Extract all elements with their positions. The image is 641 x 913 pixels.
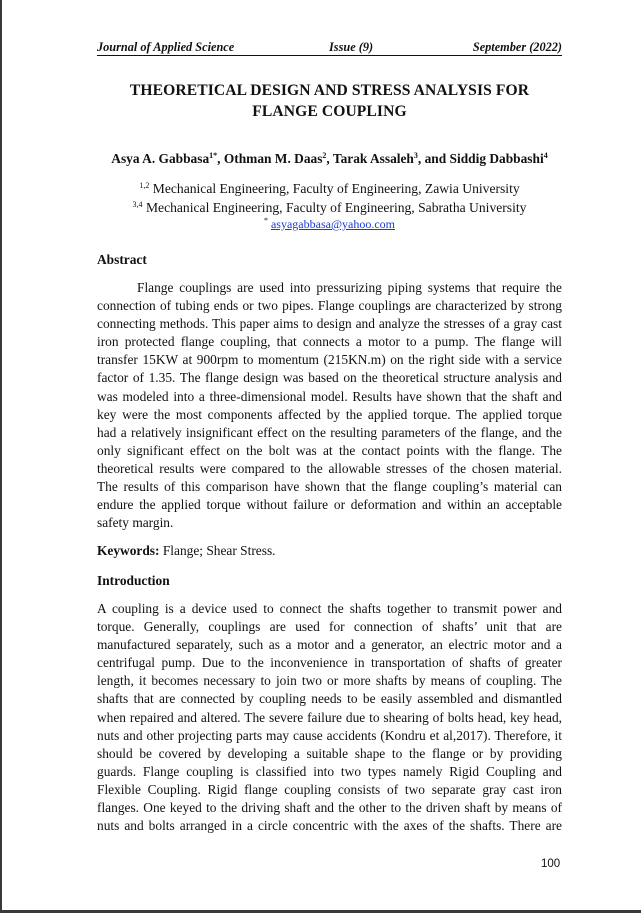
issue-number: Issue (9) (329, 40, 374, 54)
keywords-label: Keywords: (97, 543, 160, 558)
text-line: had a relatively insignificant effect on the resulting parameters of the flange, and the (97, 424, 562, 440)
text-line: connection of tubing ends or two pipes. Flange couplings are characterized by strong (97, 298, 562, 314)
text-line: only significant effect on the bolt was at the contact points with the flange. The (97, 442, 562, 458)
text-line: connecting methods. This paper aims to design and analyze the stresses of a gray cast (97, 316, 562, 332)
text-line: was modeled into a three-dimensional model. Results have shown that the shaft and (97, 388, 562, 404)
text-line: guards. Flange coupling is classified into two types namely Rigid Coupling and (97, 763, 562, 779)
publication-date: September (2022) (472, 40, 562, 54)
title-line-2: FLANGE COUPLING (252, 103, 407, 120)
text-line: iron protected flange coupling, that connects a motor to a pump. The flange will (97, 334, 562, 350)
author-name: Siddig Dabbashi (449, 151, 544, 166)
author-affiliation-mark: 1* (209, 151, 218, 160)
keywords (97, 543, 276, 559)
keywords-value: Flange; Shear Stress. (159, 543, 276, 558)
author-separator: , (326, 151, 333, 166)
page-number: 100 (541, 858, 561, 870)
author-affiliation-mark: 4 (543, 151, 548, 160)
text-line: safety margin. (97, 515, 174, 531)
affiliation-text: Mechanical Engineering, Faculty of Engineering, Zawia University (149, 181, 520, 196)
text-line: when repaired and altered. The severe failure due to shearing of bolts head, key head, (97, 709, 562, 725)
text-line: torque. Generally, couplings are used for connection of shafts’ unit that are (97, 619, 562, 635)
abstract-body (97, 279, 562, 532)
text-line: should be covered by developing a suitable shape to the flange or by providing (97, 745, 562, 761)
email-link[interactable]: asyagabbasa@yahoo.com (270, 217, 395, 231)
text-line: manufactured separately, such as a motor and a generator, an electric motor and a (97, 637, 562, 653)
journal-name: Journal of Applied Science (97, 40, 235, 54)
affiliation-mark: 1,2 (139, 181, 150, 190)
text-line: A coupling is a device used to connect the shafts together to transmit power and (97, 601, 562, 616)
text-line: centrifugal pump. Due to the inconvenience in transportation of shafts of greater (97, 655, 562, 671)
text-line: factor of 1.35. The flange design was based on the theoretical structure analysis and (97, 370, 562, 386)
corresponding-mark: * (263, 216, 268, 225)
author-name: Othman M. Daas (223, 151, 323, 166)
author-separator: , and (417, 151, 450, 166)
affiliation (97, 180, 562, 198)
author-separator: , (217, 151, 224, 166)
abstract-heading: Abstract (97, 252, 147, 267)
affiliation-text: Mechanical Engineering, Faculty of Engineering, Sabratha University (142, 200, 527, 215)
text-line: transfer 15KW at 900rpm to momentum (215KN.m) on the right side with a service (97, 352, 562, 368)
text-line: shafts that are connected by coupling needs to be easily assembled and dismantled (97, 691, 562, 707)
text-line: endure the applied torque without failure or deformation and within an acceptable (97, 497, 562, 513)
text-line: nuts and bolts arranged in a circle concentric with the axes of the shafts. There are (97, 818, 562, 834)
introduction-heading: Introduction (97, 573, 170, 588)
affiliation (97, 199, 562, 217)
author-affiliation-mark: 3 (413, 151, 418, 160)
page-frame-left-border (0, 0, 2, 913)
author-name: Asya A. Gabbasa (111, 151, 210, 166)
text-line: flanges. One keyed to the driving shaft and the other to the driven shaft by means of (97, 800, 562, 816)
text-line: key were the most components affected by the applied torque. The applied torque (97, 406, 562, 422)
paper-title (97, 80, 562, 122)
author-list (97, 151, 562, 167)
text-line: The results of this comparison have shown that the flange coupling’s material can (97, 479, 562, 495)
text-line: Flexible Coupling. Rigid flange coupling consists of two separate gray cast iron (97, 781, 562, 797)
running-head (97, 40, 562, 56)
author-name: Tarak Assaleh (332, 151, 414, 166)
text-line: nuts and other projecting parts may cause accidents (Kondru et al,2017). Therefore, it (97, 727, 562, 743)
text-line: theoretical results were compared to the allowable stresses of the chosen material. (97, 460, 562, 476)
corresponding-email (97, 216, 562, 232)
author-affiliation-mark: 2 (322, 151, 327, 160)
title-line-1: THEORETICAL DESIGN AND STRESS ANALYSIS FOR (129, 82, 530, 99)
text-line: length, it becomes necessary to join two or more shafts by means of coupling. The (97, 673, 562, 689)
affiliation-mark: 3,4 (132, 200, 143, 209)
text-line: Flange couplings are used into pressurizing piping systems that require the (137, 280, 562, 295)
introduction-body (97, 600, 562, 835)
